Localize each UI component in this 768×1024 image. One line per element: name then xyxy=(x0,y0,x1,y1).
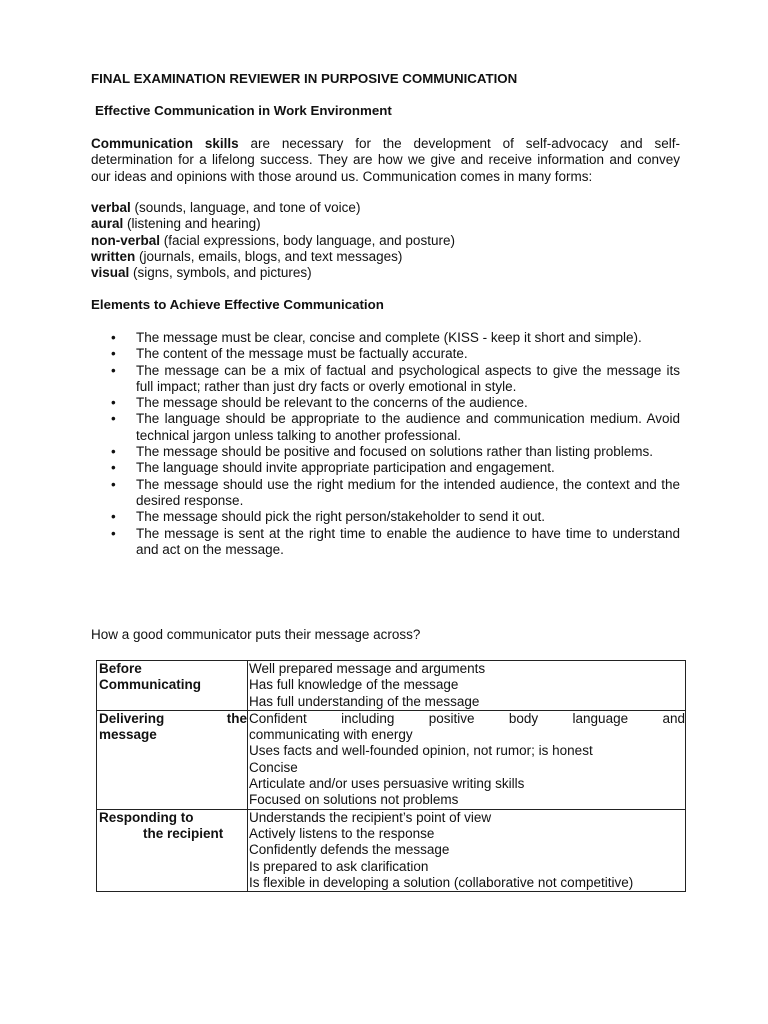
row-content-responding xyxy=(248,809,686,891)
row-item: Has full understanding of the message xyxy=(249,693,480,709)
row-label-responding xyxy=(97,809,248,891)
table-row-responding xyxy=(97,809,686,891)
row-item-justified xyxy=(249,711,685,727)
row-item: Confidently defends the message xyxy=(249,842,450,858)
communication-forms-list xyxy=(91,200,680,281)
bullet-item xyxy=(91,477,680,510)
form-desc: (facial expressions, body language, and posture) xyxy=(160,232,455,248)
bullet-item xyxy=(91,411,680,444)
document-title: FINAL EXAMINATION REVIEWER IN PURPOSIVE COMMUNICATION xyxy=(91,71,518,86)
row-item: Articulate and/or uses persuasive writing skills xyxy=(249,776,525,792)
form-desc: (sounds, language, and tone of voice) xyxy=(130,200,361,215)
row-label-line: Communicating xyxy=(99,677,202,693)
bullet-text: The message is sent at the right time to enable the audience to have time to understand and act on the message. xyxy=(136,525,680,557)
bullet-icon: • xyxy=(111,346,116,362)
form-term: verbal xyxy=(91,200,131,215)
bullet-icon: • xyxy=(111,460,116,476)
bullet-icon: • xyxy=(111,330,116,345)
bullet-text: The language should be appropriate to the audience and communication medium. Avoid technical jargon unless talking to another professional. xyxy=(136,411,680,443)
form-item xyxy=(91,249,680,265)
row-label-word: the xyxy=(226,710,247,726)
intro-text: are necessary for the development of self-advocacy and self-determination for a lifelong success. They are how we give and receive information and convey our ideas and opinions with those around us. Communication comes in many forms: xyxy=(91,136,680,184)
bullet-icon: • xyxy=(111,411,116,427)
bullet-text: The message should be relevant to the concerns of the audience. xyxy=(136,395,528,411)
row-item-word: language xyxy=(572,710,629,726)
form-desc: (listening and hearing) xyxy=(123,216,261,232)
row-item-word: including xyxy=(341,710,395,726)
row-item: Well prepared message and arguments xyxy=(249,661,486,676)
row-label-before xyxy=(97,661,248,711)
form-item xyxy=(91,233,680,249)
form-item xyxy=(91,216,680,232)
bullet-icon: • xyxy=(111,362,116,378)
elements-bullet-list xyxy=(91,330,680,558)
row-item-word: body xyxy=(508,710,539,726)
bullet-text: The content of the message must be factually accurate. xyxy=(136,346,468,362)
table-row-before xyxy=(97,661,686,711)
row-item: Is prepared to ask clarification xyxy=(249,858,429,874)
form-term: non-verbal xyxy=(91,232,161,248)
row-label-line: Responding to xyxy=(99,809,194,825)
row-item: Has full knowledge of the message xyxy=(249,677,459,693)
bullet-item xyxy=(91,395,680,411)
row-label-line: Before xyxy=(99,661,142,676)
form-term: aural xyxy=(91,216,124,232)
bullet-item xyxy=(91,346,680,362)
table-row-delivering xyxy=(97,710,686,809)
bullet-item xyxy=(91,460,680,476)
bullet-text: The message can be a mix of factual and psychological aspects to give the message its full impact; rather than just dry facts or overly emotional in style. xyxy=(136,362,680,394)
row-content-delivering xyxy=(248,710,686,809)
bullet-icon: • xyxy=(111,525,116,541)
section-heading-effective-communication: Effective Communication in Work Environment xyxy=(95,103,392,118)
form-item xyxy=(91,265,680,281)
bullet-icon: • xyxy=(111,444,116,460)
bullet-item xyxy=(91,363,680,396)
row-content-before xyxy=(248,661,686,711)
row-item: Focused on solutions not problems xyxy=(249,792,459,808)
form-term: written xyxy=(91,248,136,264)
bullet-text: The message must be clear, concise and complete (KISS - keep it short and simple). xyxy=(136,330,642,345)
bullet-item xyxy=(91,330,680,346)
form-item xyxy=(91,200,680,216)
bullet-item xyxy=(91,444,680,460)
form-term: visual xyxy=(91,265,130,281)
bullet-item xyxy=(91,509,680,525)
bullet-item xyxy=(91,526,680,559)
row-item: Is flexible in developing a solution (collaborative not competitive) xyxy=(249,874,634,890)
bullet-text: The message should pick the right person/stakeholder to send it out. xyxy=(136,509,545,525)
row-label-delivering xyxy=(97,710,248,809)
table-question: How a good communicator puts their message across? xyxy=(91,627,421,642)
intro-lead-term: Communication skills xyxy=(91,136,239,151)
communicator-table xyxy=(96,660,686,892)
row-label-line: the recipient xyxy=(143,825,224,841)
row-item: Concise xyxy=(249,759,298,775)
row-item: communicating with energy xyxy=(249,727,413,743)
form-desc: (signs, symbols, and pictures) xyxy=(129,265,312,281)
row-label-word: Delivering xyxy=(99,710,165,726)
row-label-line: message xyxy=(99,727,157,743)
bullet-text: The message should be positive and focused on solutions rather than listing problems. xyxy=(136,444,654,460)
row-item-word: Confident xyxy=(249,710,307,726)
row-item: Actively listens to the response xyxy=(249,825,435,841)
bullet-icon: • xyxy=(111,509,116,525)
row-item: Uses facts and well-founded opinion, not rumor; is honest xyxy=(249,743,593,759)
section-heading-elements: Elements to Achieve Effective Communication xyxy=(91,297,384,312)
form-desc: (journals, emails, blogs, and text messages) xyxy=(135,248,403,264)
row-item-word: and xyxy=(662,710,685,726)
row-item: Understands the recipient’s point of view xyxy=(249,809,492,825)
row-item-word: positive xyxy=(428,710,475,726)
intro-paragraph xyxy=(91,136,680,185)
bullet-text: The language should invite appropriate participation and engagement. xyxy=(136,460,555,476)
row-label-line xyxy=(99,711,247,727)
bullet-icon: • xyxy=(111,476,116,492)
bullet-icon: • xyxy=(111,395,116,411)
bullet-text: The message should use the right medium for the intended audience, the context and the desired response. xyxy=(136,476,680,508)
